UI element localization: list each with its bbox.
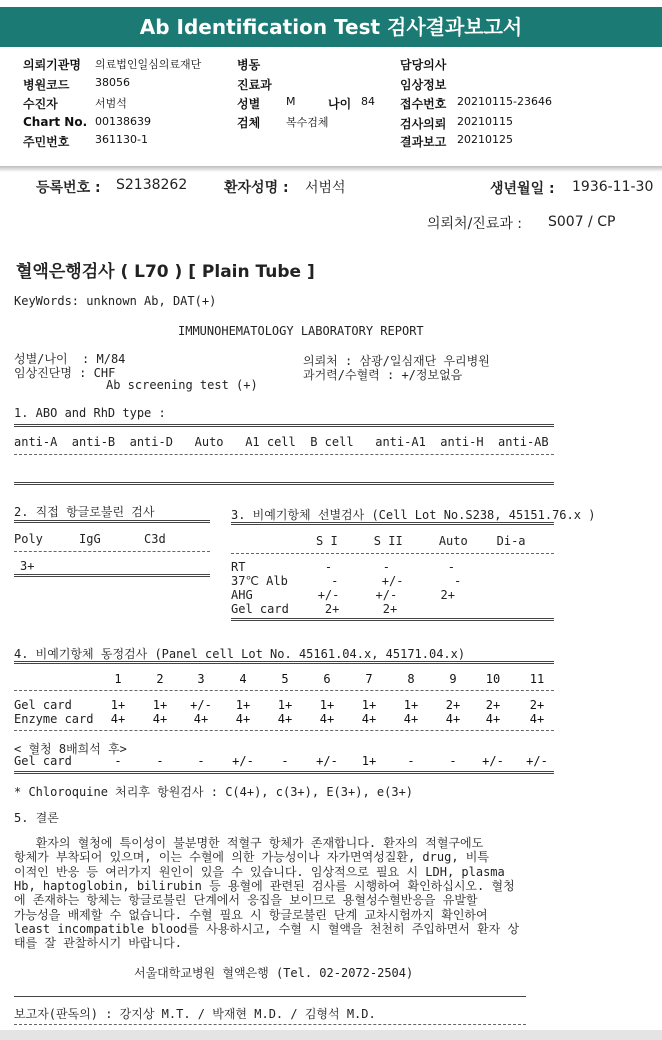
panel-cell: 2+ (485, 698, 501, 712)
hdr-value: M (286, 95, 296, 108)
hdr-value: 서범석 (95, 97, 127, 110)
panel-rule-sub (14, 730, 554, 731)
hdr-label: 병동 (237, 58, 261, 72)
conclusion-line: 태를 잘 관찰하시기 바랍니다. (14, 936, 183, 951)
panel-row-label: Gel card (14, 698, 72, 712)
panel-cell: 2+ (445, 698, 461, 712)
panel-cell: 1+ (152, 698, 168, 712)
screen-rule-mid (231, 553, 554, 554)
dat-rule-bottom (14, 574, 210, 577)
panel-cell: 4+ (445, 712, 461, 726)
hdr-value: 361130-1 (95, 133, 148, 146)
reporter-rule-bottom (14, 1024, 526, 1025)
conclusion-title: 5. 결론 (14, 811, 59, 825)
screen-title: 3. 비예기항체 선별검사 (Cell Lot No.S238, 45151.76.x ) (231, 508, 596, 522)
dilution-cell: - (281, 754, 289, 768)
referral: 의뢰처 : 삼광/일심재단 우리병원 (303, 354, 490, 368)
hdr-value: 84 (361, 95, 375, 108)
patient-name-value: 서범석 (305, 180, 346, 196)
screen-row-rt: RT - - - (231, 560, 455, 574)
section-title: 혈액은행검사 ( L70 ) [ Plain Tube ] (16, 262, 315, 282)
hdr-label: 병원코드 (23, 78, 70, 92)
panel-cell: 1+ (110, 698, 126, 712)
dilution-cell: - (449, 754, 457, 768)
panel-cell: 1+ (403, 698, 419, 712)
history: 과거력/수혈력 : +/정보없음 (303, 368, 463, 382)
panel-cell: 4+ (319, 712, 335, 726)
screen-row-ahg: AHG +/- +/- 2+ (231, 588, 455, 602)
panel-column-number: 3 (197, 672, 205, 686)
hdr-label: 결과보고 (400, 135, 447, 149)
screen-result: Ab screening test (+) (106, 378, 258, 392)
panel-column-number: 1 (114, 672, 122, 686)
diagnosis: 임상진단명 : CHF (14, 366, 116, 380)
dept-label: 의뢰처/진료과 : (427, 216, 523, 232)
panel-rule-top (14, 661, 554, 664)
lab-report-title: IMMUNOHEMATOLOGY LABORATORY REPORT (178, 324, 424, 338)
hdr-label: 성별 (237, 97, 261, 111)
panel-cell: 4+ (152, 712, 168, 726)
abo-rule-bottom (14, 482, 554, 485)
hdr-label: 임상정보 (400, 78, 447, 92)
panel-rule-bottom (14, 771, 554, 774)
hdr-label: 주민번호 (23, 135, 70, 149)
panel-column-number: 5 (281, 672, 289, 686)
dat-rule-mid (14, 551, 210, 552)
dat-value: 3+ (20, 559, 35, 573)
dilution-title: < 혈청 8배희석 후> (14, 742, 127, 756)
panel-cell: 4+ (403, 712, 419, 726)
screen-headers: S I S II Auto Di-a (316, 534, 526, 548)
hdr-label: 검체 (237, 116, 261, 130)
abo-rule-top (14, 424, 554, 427)
panel-cell: +/- (190, 698, 212, 712)
patient-name-label: 환자성명 : (224, 180, 289, 196)
dob-label: 생년월일 : (490, 181, 555, 197)
reg-no-label: 등록번호 : (36, 180, 101, 196)
panel-cell: 4+ (277, 712, 293, 726)
hdr-label: 검사의뢰 (400, 117, 447, 131)
reporter-line: 보고자(판독의) : 강지상 M.T. / 박재현 M.D. / 김형석 M.D. (14, 1007, 376, 1021)
conclusion-line: Hb, haptoglobin, bilirubin 등 용혈에 관련된 검사를 시행하여 확인하십시오. 혈청 (14, 878, 515, 893)
hdr-value: 00138639 (95, 115, 151, 128)
dat-title: 2. 직접 항글로불린 검사 (14, 505, 155, 519)
hdr-label: Chart No. (23, 115, 88, 129)
dat-headers: Poly IgG C3d (14, 532, 166, 546)
header-divider (0, 166, 662, 172)
hdr-label: 나이 (328, 97, 352, 111)
hdr-label: 진료과 (237, 78, 272, 92)
hdr-label: 수진자 (23, 97, 58, 111)
hdr-value: 복수검체 (286, 116, 329, 129)
reporter-rule-top (14, 996, 526, 997)
panel-column-number: 8 (407, 672, 415, 686)
hdr-value: 20210125 (457, 133, 513, 146)
panel-cell: 1+ (277, 698, 293, 712)
abo-title: 1. ABO and RhD type : (14, 406, 166, 420)
dilution-cell: - (197, 754, 205, 768)
panel-cell: 4+ (485, 712, 501, 726)
panel-cell: 1+ (235, 698, 251, 712)
hdr-value: 의료법인일심의료재단 (95, 58, 202, 71)
panel-column-number: 2 (156, 672, 164, 686)
hdr-label: 접수번호 (400, 97, 447, 111)
panel-cell: 4+ (361, 712, 377, 726)
panel-cell: 1+ (361, 698, 377, 712)
hdr-label: 의뢰기관명 (23, 58, 81, 72)
header-info (0, 48, 662, 166)
screen-row-37: 37℃ Alb - +/- - (231, 574, 462, 588)
dilution-cell: +/- (526, 754, 548, 768)
screen-rule-top (231, 522, 554, 525)
hdr-label: 담당의사 (400, 58, 447, 72)
panel-title: 4. 비예기항체 동정검사 (Panel cell Lot No. 45161.04.x, 45171.04.x) (14, 647, 466, 661)
screen-rule-bottom (231, 618, 554, 621)
dilution-cell: - (407, 754, 415, 768)
dilution-cell: - (114, 754, 122, 768)
dat-rule-top (14, 520, 210, 523)
panel-cell: 4+ (529, 712, 545, 726)
panel-column-number: 9 (449, 672, 457, 686)
dilution-cell: 1+ (361, 754, 377, 768)
conclusion-line: 항체가 부착되어 있으며, 이는 수혈에 의한 가능성이나 자가면역성질환, drug, 비특 (14, 850, 489, 865)
screen-row-gel: Gel card 2+ 2+ (231, 602, 398, 616)
conclusion-line: 가능성을 배제할 수 없습니다. 수혈 필요 시 항글로불린 단계 교차시험까지 확인하여 (14, 907, 488, 922)
hdr-value: 38056 (95, 76, 130, 89)
hospital-line: 서울대학교병원 혈액은행 (Tel. 02-2072-2504) (134, 966, 414, 980)
panel-column-number: 4 (239, 672, 247, 686)
dept-value: S007 / CP (548, 214, 616, 230)
panel-cell: 4+ (235, 712, 251, 726)
sex-age: 성별/나이 : M/84 (14, 352, 126, 366)
panel-cell: 4+ (110, 712, 126, 726)
panel-column-number: 7 (365, 672, 373, 686)
dilution-cell: +/- (482, 754, 504, 768)
conclusion-line: 에 존재하는 항체는 항글로불린 단계에서 응집을 보이므로 용혈성수혈반응을 유발할 (14, 893, 478, 908)
panel-row-label: Enzyme card (14, 712, 94, 726)
panel-cell: 1+ (319, 698, 335, 712)
hdr-value: 20210115-23646 (457, 95, 552, 108)
abo-headers: anti-A anti-B anti-D Auto A1 cell B cell anti-A1 anti-H anti-AB (14, 435, 549, 449)
reg-no-value: S2138262 (116, 177, 188, 193)
conclusion-line: 이적인 반응 등 여러가지 원인이 있을 수 있습니다. 임상적으로 필요 시 LDH, plasma (14, 864, 505, 879)
dilution-row-label: Gel card (14, 754, 72, 768)
page-bottom-edge (0, 1030, 662, 1040)
dilution-cell: - (156, 754, 164, 768)
panel-rule-mid (14, 690, 554, 691)
keywords: KeyWords: unknown Ab, DAT(+) (14, 294, 217, 308)
panel-cell: 4+ (193, 712, 209, 726)
conclusion-line: least incompatible blood를 사용하시고, 수혈 시 혈액을 천천히 주입하면서 환자 상 (14, 921, 520, 936)
panel-column-number: 6 (323, 672, 331, 686)
report-title: Ab Identification Test 검사결과보고서 (0, 7, 662, 47)
panel-column-number: 11 (529, 672, 545, 686)
dilution-cell: +/- (232, 754, 254, 768)
panel-column-number: 10 (485, 672, 501, 686)
abo-rule-mid (14, 454, 554, 455)
dob-value: 1936-11-30 (572, 179, 654, 195)
conclusion-line: 환자의 혈청에 특이성이 불분명한 적혈구 항체가 존재합니다. 환자의 적혈구에도 (14, 836, 484, 850)
chloroquine-result: * Chloroquine 처리후 항원검사 : C(4+), c(3+), E(3+), e(3+) (14, 785, 414, 799)
dilution-cell: +/- (316, 754, 338, 768)
panel-cell: 2+ (529, 698, 545, 712)
hdr-value: 20210115 (457, 115, 513, 128)
